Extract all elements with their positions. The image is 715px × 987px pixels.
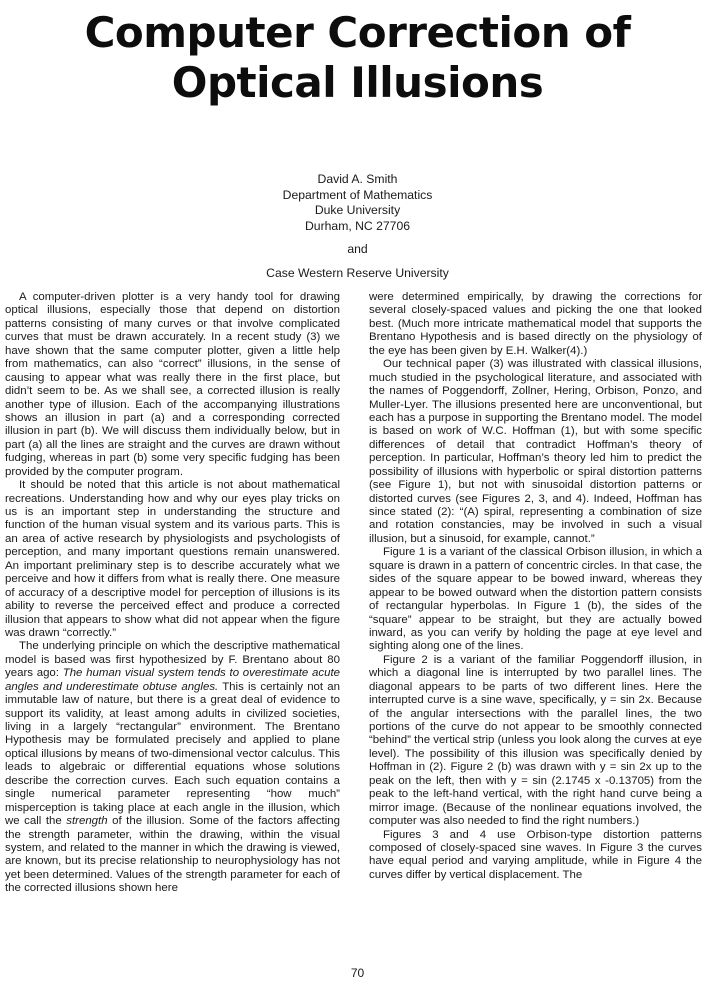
author-university: Duke University <box>314 203 401 218</box>
paragraph: Figure 2 is a variant of the familiar Poggendorff illusion, in which a diagonal line is interrupted by two parallel lines. The diagonal appears to be parts of two different lines. Here the interrupted curve is a sine wave, specifically, y = sin 2x. Because of the angular intersections with the parallel lines, the two portions of the curve do not appear to be smoothly connected “behind” the vertical strip (unless you look along the curves at eye level). The possibility of this illusion was specifically denied by Hoffman in (2). Figure 2 (b) was drawn with y = sin 2x up to the peak on the left, then with y = sin (2.1745 x -0.13705) from the peak to the left-hand vertical, with the right hand curve being a mirror image. (Because of the nonlinear equations involved, the computer was also needed to find the right numbers.) <box>369 653 702 828</box>
paragraph: Our technical paper (3) was illustrated with classical illusions, much studied in the psychological literature, and associated with the names of Poggendorff, Zollner, Hering, Orbison, Ponzo, and Muller-Lyer. The illusions presented here are unconventional, but each has a purpose in supporting the Brentano model. The model is based on work of W.C. Hoffman (1), but with some specific differences of detail that contradict Hoffman’s theory of perception. In particular, Hoffman’s theory led him to predict the possibility of illusions with hyperbolic or spiral distortion patterns (see Figure 1), but not with sinusoidal distortion patterns or distorted curves (see Figures 2, 3, and 4). Indeed, Hoffman has since stated (2): “(A) spiral, representing a combination of size and rotation constancies, may be involved in such a visual illusion, but a sinusoid, for example, cannot.” <box>369 358 702 545</box>
paragraph-text: The underlying principle on which the descriptive mathematical model is based was first hypothesized by F. Brentano about 80 years ago: <box>5 640 340 680</box>
author-block <box>0 172 715 282</box>
left-column <box>5 291 340 896</box>
paragraph: Figure 1 is a variant of the classical Orbison illusion, in which a square is drawn in a pattern of concentric circles. In that case, the sides of the square appear to be bowed inward, whereas they appear to be bowed outward when the distortion pattern consists of rectangular hyperbolas. In Figure 1 (b), the sides of the “square” appear to be straight, but they are actually bowed inward, as you can verify by holding the page at eye level and sighting along one of the lines. <box>369 546 702 653</box>
author-name: David A. Smith <box>317 172 398 186</box>
title-line-2: Optical Illusions <box>171 58 544 107</box>
paragraph-text: This is certainly not an immutable law of nature, but there is a great deal of evidence to support its validity, at least among adults in civilized societies, living in a largely “rectangular” environment. The Brentano Hypothesis may be formulated precisely and applied to plane optical illusions by means of two-dimensional vector calculus. This leads to algebraic or differential equations whose solutions describe the correction curves. Each such equation contains a single numerical parameter representing “how much” misperception is taking place at each angle in the illusion, which we call the <box>5 680 340 828</box>
author-address: Durham, NC 27706 <box>305 218 410 233</box>
paragraph-continuation: were determined empirically, by drawing the corrections for several closely-spaced values and picking the one that looked best. (Much more intricate mathematical model that supports the Brentano Hypothesis and is based directly on the physiology of the eye has been given by E.H. Walker(4).) <box>369 291 702 357</box>
article-title <box>0 8 715 108</box>
strength-term: strength <box>66 815 108 828</box>
right-column <box>369 291 702 882</box>
paragraph-text: of the illusion. Some of the factors affecting the strength parameter, within the drawing, within the visual system, and related to the manner in which the drawing is viewed, are known, but its precise relationship to neurophysiology has not yet been determined. Values of the strength parameter for each of the corrected illusions shown here <box>5 815 340 895</box>
author-conjunction: and <box>347 242 368 257</box>
paragraph: Figures 3 and 4 use Orbison-type distortion patterns composed of closely-spaced sine waves. In Figure 3 the curves have equal period and varying amplitude, while in Figure 4 the curves differ by vertical displacement. The <box>369 828 702 881</box>
paragraph <box>5 640 340 895</box>
paragraph: It should be noted that this article is not about mathematical recreations. Understanding how and why our eyes play tricks on us is an important step in understanding the structure and function of the human visual system and its various parts. This is an area of active research by physiologists and psychologists of perception, and many important questions remain unanswered. An important preliminary step is to describe accurately what we perceive and how it differs from what is really there. One measure of accuracy of a descriptive model for perception of illusions is its ability to reverse the perceived effect and produce a corrected illusion that appears to show what did not appear when the figure was drawn “correctly.” <box>5 479 340 639</box>
author-department: Department of Mathematics <box>282 187 433 202</box>
page-number: 70 <box>350 966 365 980</box>
author-second-university: Case Western Reserve University <box>266 265 449 280</box>
title-line-1: Computer Correction of <box>84 8 631 57</box>
brentano-hypothesis-quote: The human visual system tends to overestimate acute angles and underestimate obtuse angles. <box>5 667 340 693</box>
paragraph: A computer-driven plotter is a very handy tool for drawing optical illusions, especially those that depend on distortion patterns consisting of many curves or that involve complicated curves that must be drawn accurately. In a recent study (3) we have shown that the same computer plotter, given a little help from mathematics, can also “correct” illusions, in the sense of causing to appear what was really there in the first place, but didn’t seem to be. As we shall see, a corrected illusion is really another type of illusion. Each of the accompanying illustrations shows an illusion in part (a) and a corresponding corrected illusion in part (b). We will discuss them individually below, but in part (a) all the lines are straight and the curves are drawn without fudging, whereas in part (b) some very specific fudging has been provided by the computer program. <box>5 291 340 478</box>
